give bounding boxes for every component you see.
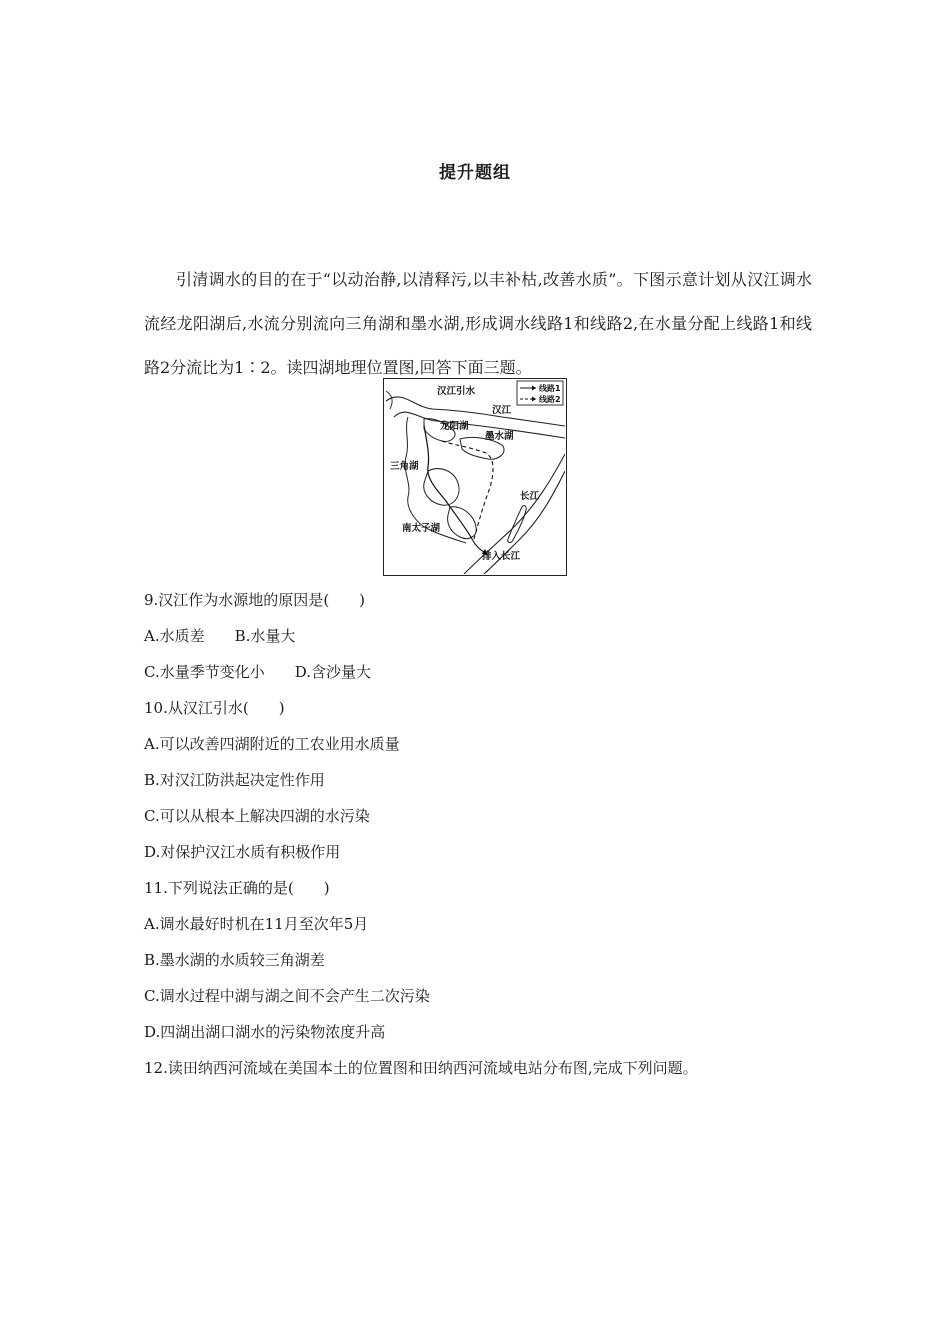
question-9-options-ab: [144, 624, 812, 660]
question-10-option-c[interactable]: C.可以从根本上解决四湖的水污染: [144, 807, 370, 825]
question-12-stem: 12.读田纳西河流域在美国本土的位置图和田纳西河流域电站分布图,完成下列问题。: [144, 1059, 698, 1077]
question-10-option-a[interactable]: A.可以改善四湖附近的工农业用水质量: [144, 735, 400, 753]
question-list: [144, 588, 812, 1092]
map-drawing: [384, 379, 565, 574]
question-9-option-d[interactable]: D.含沙量大: [294, 663, 371, 681]
question-9-option-a[interactable]: A.水质差: [144, 627, 205, 645]
hanjiang-bank-south: [394, 412, 565, 438]
question-10-option-b[interactable]: B.对汉江防洪起决定性作用: [144, 771, 325, 789]
label-pairu-changjiang: 排入长江: [482, 551, 521, 562]
question-10-option-d[interactable]: D.对保护汉江水质有积极作用: [144, 843, 341, 861]
legend-route1-label: 线路1: [539, 384, 561, 393]
question-9-option-b[interactable]: B.水量大: [234, 627, 296, 645]
question-11-option-b[interactable]: B.墨水湖的水质较三角湖差: [144, 951, 325, 969]
four-lakes-map: [383, 378, 567, 576]
label-sanjiao-hu: 三角湖: [390, 461, 419, 472]
question-11-option-d[interactable]: D.四湖出湖口湖水的污染物浓度升高: [144, 1023, 386, 1041]
question-9-option-c[interactable]: C.水量季节变化小: [144, 663, 265, 681]
question-11-option-a[interactable]: A.调水最好时机在11月至次年5月: [144, 915, 369, 933]
label-changjiang: 长江: [520, 491, 540, 502]
label-hanjiang: 汉江: [492, 405, 512, 416]
question-11-stem: 11.下列说法正确的是( ): [144, 879, 330, 897]
question-11-option-c[interactable]: C.调水过程中湖与湖之间不会产生二次污染: [144, 987, 430, 1005]
label-longyang-hu: 龙阳湖: [440, 421, 469, 432]
label-nantaizi-hu: 南太子湖: [402, 523, 441, 534]
label-hanjiang-yinshui: 汉江引水: [437, 386, 476, 397]
route-2-line: [442, 441, 493, 539]
label-moshui-hu: 墨水湖: [485, 431, 514, 442]
legend-route2-label: 线路2: [539, 395, 561, 404]
question-10-stem: 10.从汉江引水( ): [144, 699, 285, 717]
sanjiao-lake: [424, 469, 459, 506]
question-9-options-cd: [144, 660, 812, 696]
intro-paragraph: 引清调水的目的在于“以动治静,以清释污,以丰补枯,改善水质”。下图示意计划从汉江调水流经龙阳湖后,水流分别流向三角湖和墨水湖,形成调水线路1和线路2,在水量分配上线路1和线路2分流比为1∶2。读四湖地理位置图,回答下面三题。: [144, 270, 812, 377]
section-title: 提升题组: [439, 163, 511, 183]
question-9-stem: 9.汉江作为水源地的原因是( ): [144, 591, 366, 609]
